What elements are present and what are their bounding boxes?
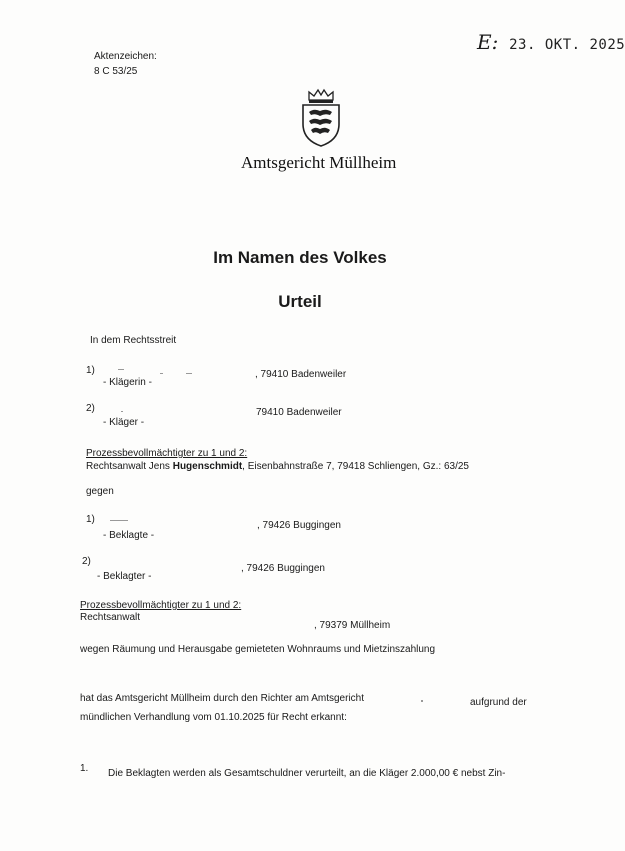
receipt-stamp-date: 23. OKT. 2025 xyxy=(509,37,625,53)
page-title-doctype: Urteil xyxy=(278,292,322,311)
decision-text-part1: hat das Amtsgericht Müllheim durch den Richter am Amtsgericht xyxy=(80,693,365,704)
decision-text-part2: aufgrund der xyxy=(470,697,527,708)
defendant-2-number: 2) xyxy=(82,556,91,567)
aktenzeichen-label: Aktenzeichen: xyxy=(94,51,157,62)
defendant-1-address: , 79426 Buggingen xyxy=(257,520,341,531)
defendant-2-role: - Beklagter - xyxy=(97,571,152,582)
plaintiff-1-number: 1) xyxy=(86,365,95,376)
plaintiff-counsel xyxy=(86,461,469,472)
defendant-1-number: 1) xyxy=(86,514,95,525)
ruling-number: 1. xyxy=(80,763,89,774)
court-name: Amtsgericht Müllheim xyxy=(241,153,397,172)
redaction-mark xyxy=(186,373,192,374)
plaintiff-2-role: - Kläger - xyxy=(103,417,145,428)
defendant-1-role: - Beklagte - xyxy=(103,530,155,541)
redaction-mark xyxy=(121,411,123,412)
plaintiff-counsel-prefix: Rechtsanwalt Jens xyxy=(86,461,173,472)
plaintiff-counsel-name: Hugenschmidt xyxy=(172,461,243,472)
versus-text: gegen xyxy=(86,486,114,497)
defendant-2-address: , 79426 Buggingen xyxy=(241,563,325,574)
aktenzeichen-value: 8 C 53/25 xyxy=(94,66,138,77)
receipt-stamp xyxy=(477,30,625,54)
plaintiff-counsel-suffix: , Eisenbahnstraße 7, 79418 Schliengen, Gz.: 63/25 xyxy=(242,461,469,472)
plaintiff-1-address: , 79410 Badenweiler xyxy=(255,369,347,380)
coat-of-arms-icon xyxy=(298,88,344,148)
page-title-preamble: Im Namen des Volkes xyxy=(213,248,387,267)
intro-text: In dem Rechtsstreit xyxy=(90,335,177,346)
plaintiff-counsel-heading: Prozessbevollmächtigter zu 1 und 2: xyxy=(86,448,248,459)
decision-text-line2: mündlichen Verhandlung vom 01.10.2025 für Recht erkannt: xyxy=(80,712,347,723)
subject-text: wegen Räumung und Herausgabe gemieteten Wohnraums und Mietzinszahlung xyxy=(80,644,436,655)
receipt-stamp-prefix: E: xyxy=(477,30,499,54)
redaction-mark xyxy=(110,520,128,521)
defendant-counsel-address: , 79379 Müllheim xyxy=(314,620,391,631)
redaction-mark xyxy=(160,373,163,374)
defendant-counsel-heading: Prozessbevollmächtigter zu 1 und 2: xyxy=(80,600,242,611)
redaction-mark xyxy=(118,369,124,370)
redaction-mark xyxy=(421,700,423,702)
plaintiff-1-role: - Klägerin - xyxy=(103,377,152,388)
defendant-counsel-label: Rechtsanwalt xyxy=(80,612,141,623)
plaintiff-2-address: 79410 Badenweiler xyxy=(256,407,342,418)
ruling-text: Die Beklagten werden als Gesamtschuldner verurteilt, an die Kläger 2.000,00 € nebst Zin- xyxy=(108,768,506,779)
plaintiff-2-number: 2) xyxy=(86,403,95,414)
